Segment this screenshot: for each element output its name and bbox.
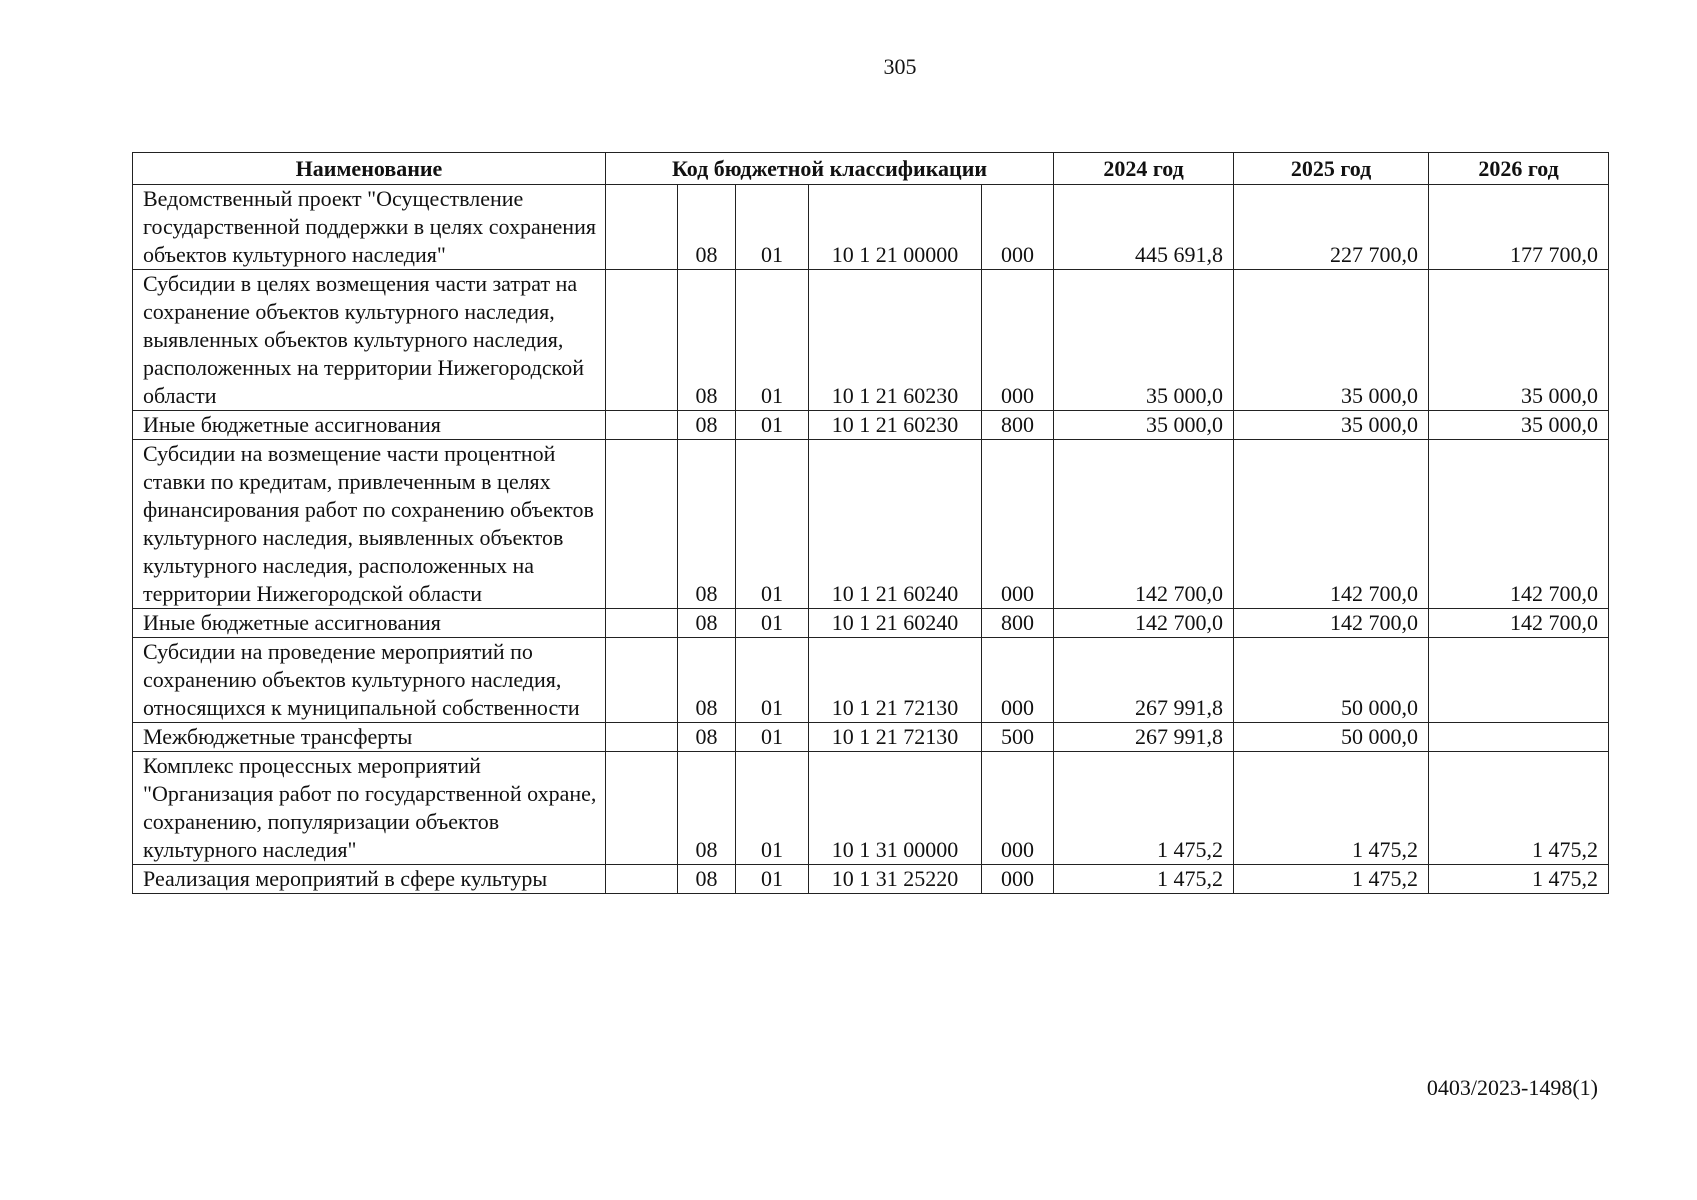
cell-y2026: 142 700,0 xyxy=(1429,440,1609,609)
cell-code3: 10 1 21 60240 xyxy=(809,609,982,638)
table-row xyxy=(133,185,1609,270)
cell-code1: 08 xyxy=(678,411,736,440)
header-2026: 2026 год xyxy=(1429,153,1609,185)
cell-y2024: 1 475,2 xyxy=(1054,752,1234,865)
cell-y2026 xyxy=(1429,723,1609,752)
cell-y2025: 35 000,0 xyxy=(1234,270,1429,411)
cell-code3: 10 1 21 72130 xyxy=(809,638,982,723)
cell-code0 xyxy=(606,723,678,752)
cell-code0 xyxy=(606,638,678,723)
cell-code1: 08 xyxy=(678,440,736,609)
cell-code0 xyxy=(606,865,678,894)
cell-code1: 08 xyxy=(678,185,736,270)
cell-name: Межбюджетные трансферты xyxy=(133,723,606,752)
cell-code4: 800 xyxy=(982,609,1054,638)
cell-y2026: 1 475,2 xyxy=(1429,865,1609,894)
cell-code4: 000 xyxy=(982,865,1054,894)
cell-name: Субсидии в целях возмещения части затрат на сохранение объектов культурного наследия, выявленных объектов культурного наследия, расположенных на территории Нижегородской области xyxy=(133,270,606,411)
table-row xyxy=(133,638,1609,723)
cell-y2025: 1 475,2 xyxy=(1234,865,1429,894)
table-row xyxy=(133,723,1609,752)
cell-name: Субсидии на проведение мероприятий по сохранению объектов культурного наследия, относящихся к муниципальной собственности xyxy=(133,638,606,723)
table-body xyxy=(133,185,1609,894)
document-number: 0403/2023-1498(1) xyxy=(1426,1075,1598,1100)
cell-code2: 01 xyxy=(736,638,809,723)
cell-code1: 08 xyxy=(678,270,736,411)
cell-code0 xyxy=(606,270,678,411)
cell-y2024: 142 700,0 xyxy=(1054,609,1234,638)
cell-y2025: 227 700,0 xyxy=(1234,185,1429,270)
table-row xyxy=(133,411,1609,440)
cell-y2024: 445 691,8 xyxy=(1054,185,1234,270)
cell-code2: 01 xyxy=(736,609,809,638)
cell-code2: 01 xyxy=(736,865,809,894)
cell-code4: 800 xyxy=(982,411,1054,440)
cell-code2: 01 xyxy=(736,411,809,440)
cell-code1: 08 xyxy=(678,865,736,894)
header-2024: 2024 год xyxy=(1054,153,1234,185)
cell-code3: 10 1 31 25220 xyxy=(809,865,982,894)
cell-y2026 xyxy=(1429,638,1609,723)
cell-code0 xyxy=(606,609,678,638)
cell-y2024: 267 991,8 xyxy=(1054,723,1234,752)
cell-code3: 10 1 21 60230 xyxy=(809,411,982,440)
cell-y2024: 35 000,0 xyxy=(1054,270,1234,411)
page-number: 305 xyxy=(883,54,917,79)
header-name: Наименование xyxy=(133,153,606,185)
cell-code0 xyxy=(606,752,678,865)
cell-y2025: 50 000,0 xyxy=(1234,723,1429,752)
cell-code3: 10 1 31 00000 xyxy=(809,752,982,865)
cell-y2024: 267 991,8 xyxy=(1054,638,1234,723)
cell-code2: 01 xyxy=(736,440,809,609)
cell-code2: 01 xyxy=(736,185,809,270)
cell-y2026: 35 000,0 xyxy=(1429,411,1609,440)
cell-name: Субсидии на возмещение части процентной ставки по кредитам, привлеченным в целях финансирования работ по сохранению объектов культурного наследия, выявленных объектов культурного наследия, расположенных на территории Нижегородской области xyxy=(133,440,606,609)
cell-y2026: 35 000,0 xyxy=(1429,270,1609,411)
table-header-row xyxy=(133,153,1609,185)
cell-y2025: 1 475,2 xyxy=(1234,752,1429,865)
cell-name: Иные бюджетные ассигнования xyxy=(133,609,606,638)
cell-code2: 01 xyxy=(736,752,809,865)
table-row xyxy=(133,270,1609,411)
cell-code1: 08 xyxy=(678,638,736,723)
cell-code4: 000 xyxy=(982,270,1054,411)
cell-code4: 000 xyxy=(982,440,1054,609)
cell-code3: 10 1 21 60240 xyxy=(809,440,982,609)
cell-code4: 000 xyxy=(982,185,1054,270)
cell-y2025: 50 000,0 xyxy=(1234,638,1429,723)
cell-y2026: 142 700,0 xyxy=(1429,609,1609,638)
cell-code3: 10 1 21 60230 xyxy=(809,270,982,411)
header-2025: 2025 год xyxy=(1234,153,1429,185)
cell-code0 xyxy=(606,411,678,440)
cell-code2: 01 xyxy=(736,270,809,411)
table-row xyxy=(133,865,1609,894)
cell-code3: 10 1 21 00000 xyxy=(809,185,982,270)
table-row xyxy=(133,609,1609,638)
cell-y2024: 35 000,0 xyxy=(1054,411,1234,440)
cell-code4: 500 xyxy=(982,723,1054,752)
cell-name: Реализация мероприятий в сфере культуры xyxy=(133,865,606,894)
budget-table xyxy=(132,152,1609,894)
cell-y2024: 1 475,2 xyxy=(1054,865,1234,894)
cell-y2025: 142 700,0 xyxy=(1234,609,1429,638)
cell-code4: 000 xyxy=(982,638,1054,723)
cell-code2: 01 xyxy=(736,723,809,752)
cell-code1: 08 xyxy=(678,609,736,638)
header-code: Код бюджетной классификации xyxy=(606,153,1054,185)
cell-code1: 08 xyxy=(678,723,736,752)
cell-y2025: 142 700,0 xyxy=(1234,440,1429,609)
cell-code1: 08 xyxy=(678,752,736,865)
cell-name: Ведомственный проект "Осуществление государственной поддержки в целях сохранения объектов культурного наследия" xyxy=(133,185,606,270)
cell-name: Иные бюджетные ассигнования xyxy=(133,411,606,440)
cell-y2025: 35 000,0 xyxy=(1234,411,1429,440)
cell-code4: 000 xyxy=(982,752,1054,865)
cell-y2026: 1 475,2 xyxy=(1429,752,1609,865)
cell-y2026: 177 700,0 xyxy=(1429,185,1609,270)
table-row xyxy=(133,752,1609,865)
cell-code3: 10 1 21 72130 xyxy=(809,723,982,752)
table-row xyxy=(133,440,1609,609)
cell-code0 xyxy=(606,185,678,270)
cell-code0 xyxy=(606,440,678,609)
cell-y2024: 142 700,0 xyxy=(1054,440,1234,609)
cell-name: Комплекс процессных мероприятий "Организация работ по государственной охране, сохранению, популяризации объектов культурного наследия" xyxy=(133,752,606,865)
